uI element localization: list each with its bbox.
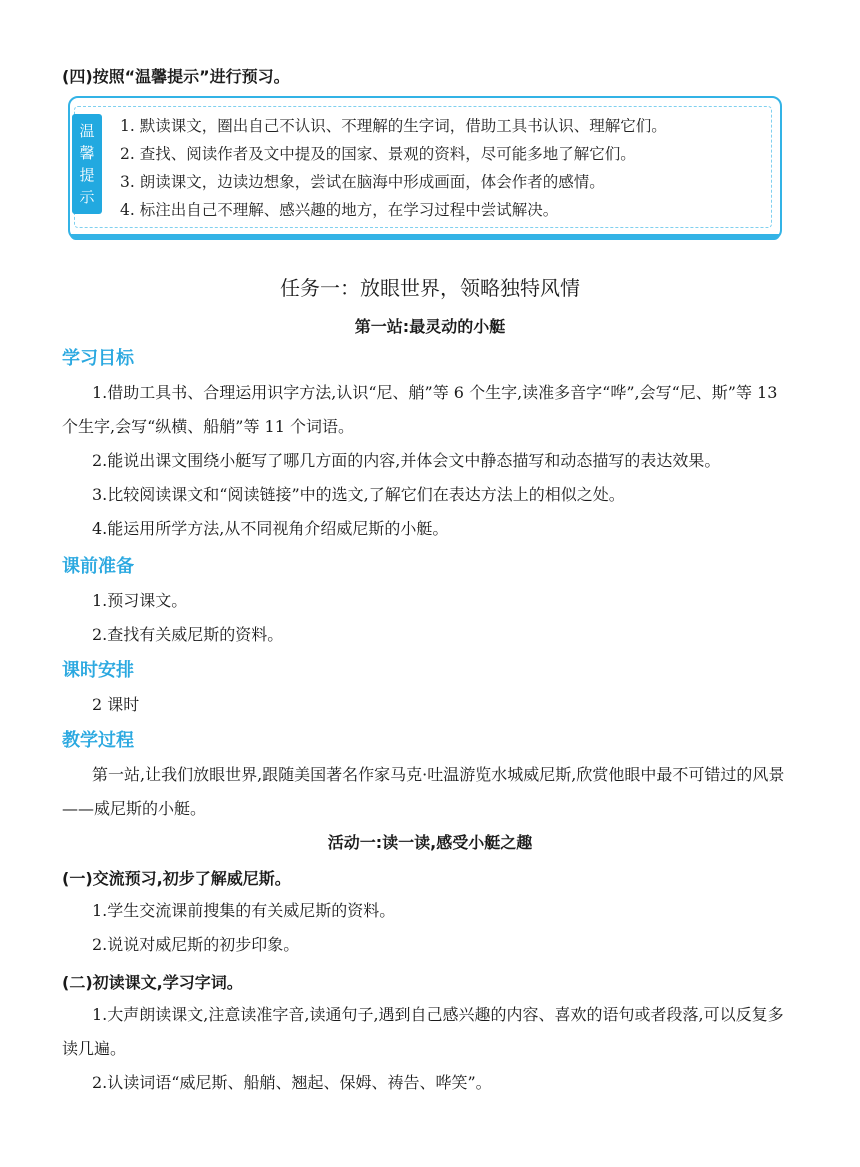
goal-item: 1.借助工具书、合理运用识字方法,认识“尼、艄”等 6 个生字,读准多音字“哗”,会写“尼、斯”等 13 个生字,会写“纵横、船艄”等 11 个词语。	[62, 383, 778, 436]
schedule-heading: 课时安排	[62, 660, 134, 681]
tip-item: 2. 查找、阅读作者及文中提及的国家、景观的资料，尽可能多地了解它们。	[120, 145, 636, 163]
tip-item: 4. 标注出自己不理解、感兴趣的地方，在学习过程中尝试解决。	[120, 201, 559, 219]
step2-item: 2.认读词语“威尼斯、船艄、翘起、保姆、祷告、哗笑”。	[92, 1073, 492, 1092]
prep-heading: 课前准备	[62, 556, 134, 577]
tip-item: 1. 默读课文，圈出自己不认识、不理解的生字词，借助工具书认识、理解它们。	[120, 117, 667, 135]
prep-item: 2.查找有关威尼斯的资料。	[92, 625, 284, 644]
process-heading: 教学过程	[62, 730, 134, 751]
station-title: 第一站:最灵动的小艇	[354, 317, 506, 336]
step2-item: 1.大声朗读课文,注意读准字音,读通句子,遇到自己感兴趣的内容、喜欢的语句或者段落,可以反复多读几遍。	[62, 1005, 784, 1058]
schedule-text: 2 课时	[92, 695, 140, 714]
intro-heading: (四)按照“温馨提示”进行预习。	[62, 67, 290, 86]
prep-item: 1.预习课文。	[92, 591, 188, 610]
goal-item: 2.能说出课文围绕小艇写了哪几方面的内容,并体会文中静态描写和动态描写的表达效果。	[92, 451, 721, 470]
tip-tag	[72, 114, 102, 214]
tip-box-bottom-bar	[70, 234, 780, 240]
tip-tag-char: 温	[79, 122, 95, 140]
step1-item: 2.说说对威尼斯的初步印象。	[92, 935, 300, 954]
step1-item: 1.学生交流课前搜集的有关威尼斯的资料。	[92, 901, 396, 920]
process-text: 第一站,让我们放眼世界,跟随美国著名作家马克·吐温游览水城威尼斯,欣赏他眼中最不可错过的风景——威尼斯的小艇。	[62, 765, 785, 818]
tip-box	[68, 96, 782, 240]
tip-list	[120, 112, 667, 224]
goal-item: 3.比较阅读课文和“阅读链接”中的选文,了解它们在表达方法上的相似之处。	[92, 485, 625, 504]
step2-heading: (二)初读课文,学习字词。	[62, 973, 243, 992]
goal-item: 4.能运用所学方法,从不同视角介绍威尼斯的小艇。	[92, 519, 449, 538]
activity-title: 活动一:读一读,感受小艇之趣	[327, 833, 533, 852]
tip-tag-char: 馨	[79, 144, 95, 162]
tip-tag-char: 示	[79, 188, 95, 206]
goals-heading: 学习目标	[62, 348, 134, 369]
tip-item: 3. 朗读课文，边读边想象，尝试在脑海中形成画面，体会作者的感情。	[120, 173, 605, 191]
tip-tag-char: 提	[79, 166, 95, 184]
task-title: 任务一：放眼世界，领略独特风情	[280, 276, 580, 300]
step1-heading: (一)交流预习,初步了解威尼斯。	[62, 869, 291, 888]
